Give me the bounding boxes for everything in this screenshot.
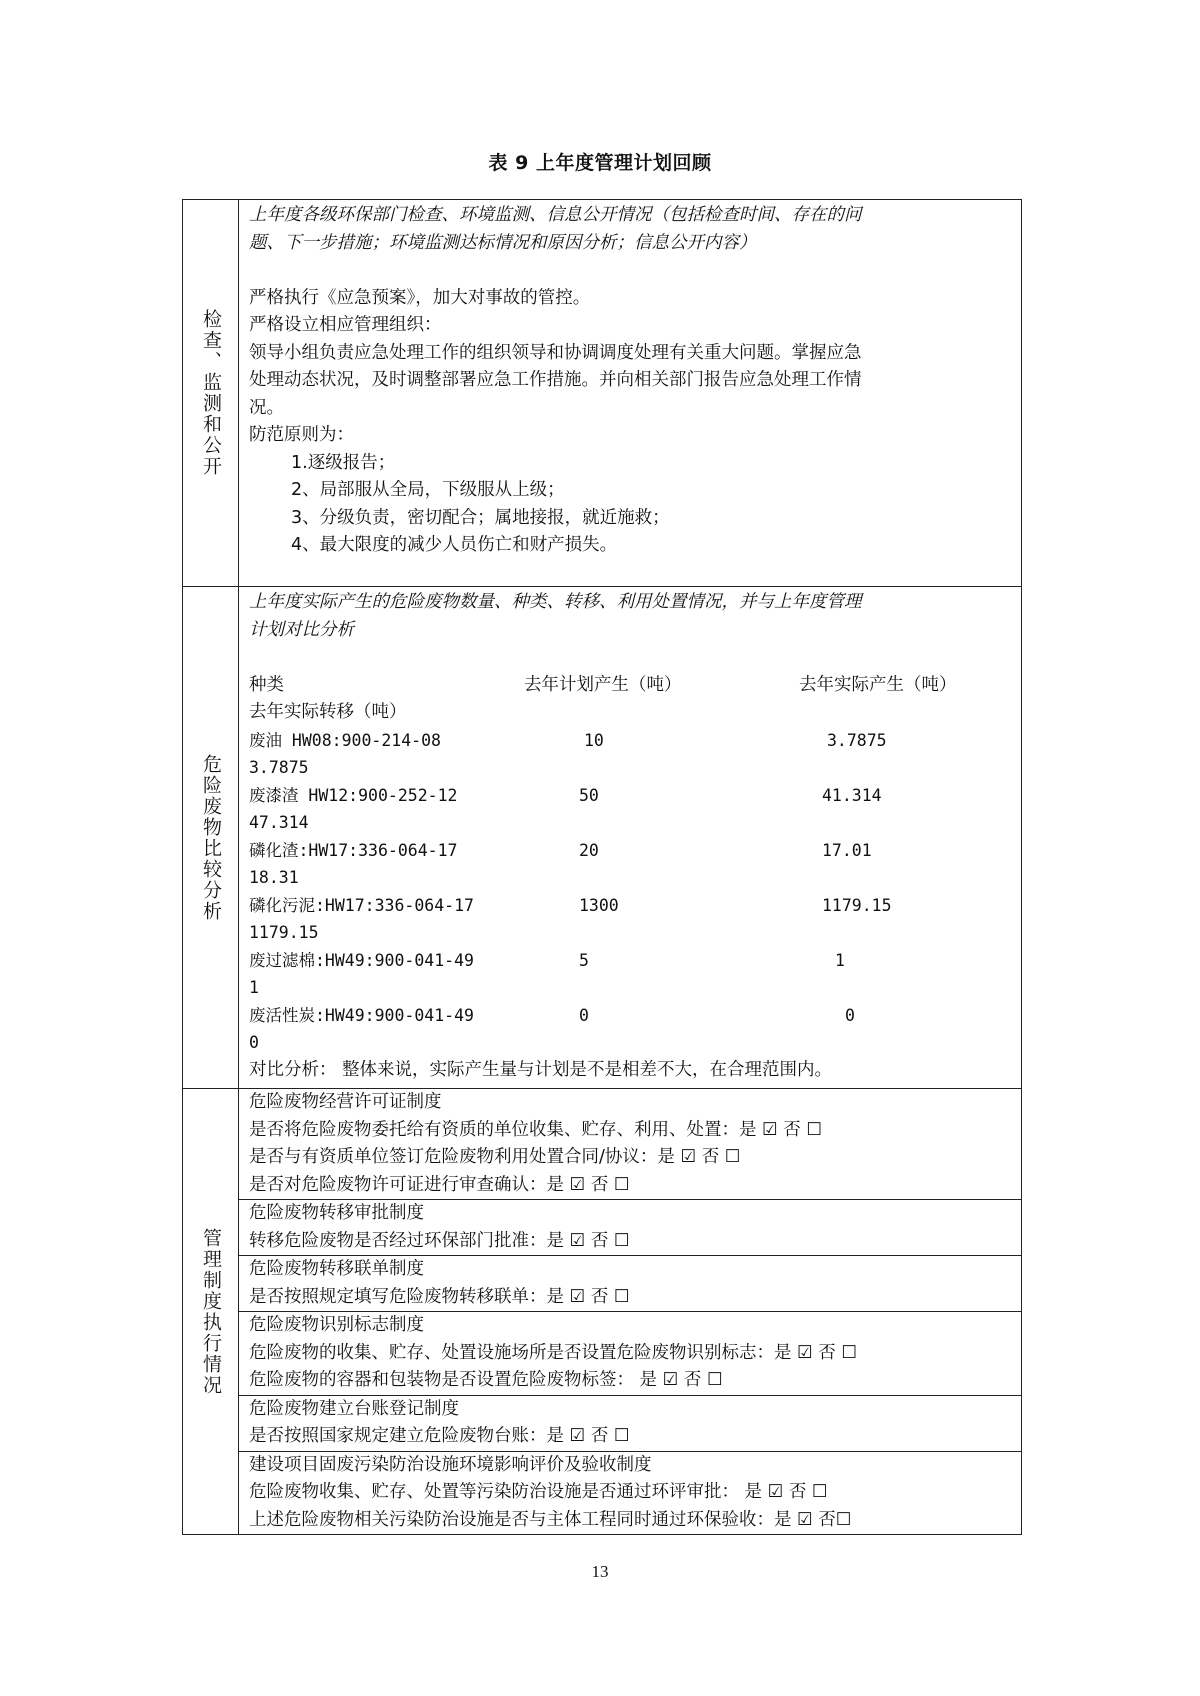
- principle-item: 3、分级负责，密切配合；属地接报，就近施救；: [291, 507, 670, 528]
- system-check-line: 是否与有资质单位签订危险废物利用处置合同/协议：是 ☑ 否 ☐: [249, 1147, 741, 1167]
- table-row: [249, 892, 1013, 920]
- system-block: [239, 1200, 1022, 1256]
- table-row: [249, 837, 1013, 865]
- row-actual: 1: [835, 950, 845, 970]
- row-planned: 50: [579, 785, 599, 805]
- system-check-line: 是否按照国家规定建立危险废物台账：是 ☑ 否 ☐: [249, 1426, 630, 1446]
- intro-line: 上年度各级环保部门检查、环境监测、信息公开情况（包括检查时间、存在的问: [249, 205, 862, 225]
- row-actual: 17.01: [822, 840, 872, 860]
- body-line: 严格执行《应急预案》，加大对事故的管控。: [249, 287, 591, 308]
- row-kind: 废漆渣 HW12:900-252-12: [249, 785, 458, 805]
- row-actual: 3.7875: [827, 730, 887, 750]
- header-actual: 去年实际产生（吨）: [799, 674, 957, 695]
- row-transfer: 1: [249, 978, 259, 997]
- row-planned: 20: [579, 840, 599, 860]
- section-label: 危险废物比较分析: [200, 753, 222, 922]
- intro-line: 上年度实际产生的危险废物数量、种类、转移、利用处置情况，并与上年度管理: [249, 592, 862, 612]
- principle-item: 1.逐级报告；: [291, 452, 396, 473]
- table-row: [249, 1002, 1013, 1030]
- row-kind: 废活性炭:HW49:900-041-49: [249, 1005, 474, 1025]
- row-kind: 废过滤棉:HW49:900-041-49: [249, 950, 474, 970]
- row-transfer: 0: [249, 1033, 259, 1052]
- system-title: 建设项目固废污染防治设施环境影响评价及验收制度: [249, 1454, 652, 1475]
- row-kind: 磷化污泥:HW17:336-064-17: [249, 895, 474, 915]
- row-transfer: 18.31: [249, 868, 299, 887]
- intro-line: 题、下一步措施；环境监测达标情况和原因分析；信息公开内容）: [249, 232, 757, 253]
- system-block: [239, 1256, 1022, 1312]
- row-planned: 5: [579, 950, 589, 970]
- section-management-row: [183, 1200, 1022, 1256]
- system-check-line: 危险废物的收集、贮存、处置设施场所是否设置危险废物识别标志：是 ☑ 否 ☐: [249, 1342, 858, 1363]
- section-management-row: [183, 1312, 1022, 1396]
- system-title: 危险废物识别标志制度: [249, 1315, 424, 1335]
- row-actual: 0: [845, 1005, 855, 1025]
- system-check-line: 危险废物收集、贮存、处置等污染防治设施是否通过环评审批： 是 ☑ 否 ☐: [249, 1482, 828, 1502]
- header-transfer: 去年实际转移（吨）: [249, 702, 407, 722]
- system-check-line: 是否按照规定填写危险废物转移联单：是 ☑ 否 ☐: [249, 1286, 630, 1307]
- waste-table-header: [249, 672, 1013, 700]
- row-transfer: 3.7875: [249, 758, 309, 777]
- system-check-line: 是否将危险废物委托给有资质的单位收集、贮存、利用、处置：是 ☑ 否 ☐: [249, 1119, 823, 1140]
- body-line: 处理动态状况，及时调整部署应急工作措施。并向相关部门报告应急处理工作情: [249, 370, 862, 390]
- system-block: [239, 1089, 1022, 1200]
- row-actual: 1179.15: [822, 895, 892, 915]
- principle-item: 4、最大限度的减少人员伤亡和财产损失。: [291, 535, 618, 555]
- table-row: [249, 727, 1013, 755]
- plan-review-table: [182, 199, 1022, 1535]
- system-title: 危险废物转移联单制度: [249, 1259, 424, 1279]
- system-block: [239, 1395, 1022, 1451]
- section-management-row: [183, 1256, 1022, 1312]
- body-line: 领导小组负责应急处理工作的组织领导和协调调度处理有关重大问题。掌握应急: [249, 342, 862, 363]
- system-check-line: 是否对危险废物许可证进行审查确认：是 ☑ 否 ☐: [249, 1174, 630, 1195]
- comparison-conclusion: 对比分析： 整体来说，实际产生量与计划是不是相差不大，在合理范围内。: [249, 1059, 833, 1080]
- row-kind: 废油 HW08:900-214-08: [249, 730, 441, 750]
- principle-item: 2、局部服从全局，下级服从上级；: [291, 480, 565, 500]
- section-label: 管理制度执行情况: [200, 1227, 222, 1396]
- section-waste-comparison-row: [183, 587, 1022, 1089]
- section-management-row: [183, 1089, 1022, 1200]
- section-inspection-row: [183, 200, 1022, 587]
- header-planned: 去年计划产生（吨）: [524, 674, 682, 695]
- table-row: [249, 947, 1013, 975]
- system-check-line: 上述危险废物相关污染防治设施是否与主体工程同时通过环保验收：是 ☑ 否☐: [249, 1509, 852, 1530]
- row-actual: 41.314: [822, 785, 882, 805]
- system-check-line: 转移危险废物是否经过环保部门批准：是 ☑ 否 ☐: [249, 1230, 630, 1251]
- system-check-line: 危险废物的容器和包装物是否设置危险废物标签： 是 ☑ 否 ☐: [249, 1370, 723, 1390]
- table-row: [249, 782, 1013, 810]
- system-title: 危险废物经营许可证制度: [249, 1092, 442, 1112]
- body-line: 况。: [249, 397, 284, 418]
- row-planned: 10: [584, 730, 604, 750]
- system-title: 危险废物转移审批制度: [249, 1203, 424, 1223]
- header-kind: 种类: [249, 674, 284, 695]
- body-line: 防范原则为：: [249, 425, 354, 445]
- system-block: [239, 1451, 1022, 1535]
- table-title: 表 9 上年度管理计划回顾: [488, 152, 712, 174]
- section-management-row: [183, 1451, 1022, 1535]
- row-planned: 0: [579, 1005, 589, 1025]
- section-label-cell: [183, 1089, 239, 1535]
- section-label-cell: [183, 200, 239, 587]
- system-title: 危险废物建立台账登记制度: [249, 1398, 459, 1419]
- intro-line: 计划对比分析: [249, 619, 354, 640]
- row-transfer: 1179.15: [249, 923, 319, 942]
- section-content-cell: [239, 200, 1022, 587]
- body-line: 严格设立相应管理组织：: [249, 315, 442, 335]
- page-number: 13: [591, 1562, 609, 1581]
- system-block: [239, 1312, 1022, 1396]
- row-planned: 1300: [579, 895, 619, 915]
- section-label-cell: [183, 587, 239, 1089]
- row-kind: 磷化渣:HW17:336-064-17: [249, 840, 458, 860]
- section-label: 检查、监测和公开: [200, 309, 222, 477]
- section-management-row: [183, 1395, 1022, 1451]
- row-transfer: 47.314: [249, 813, 309, 832]
- section-content-cell: [239, 587, 1022, 1089]
